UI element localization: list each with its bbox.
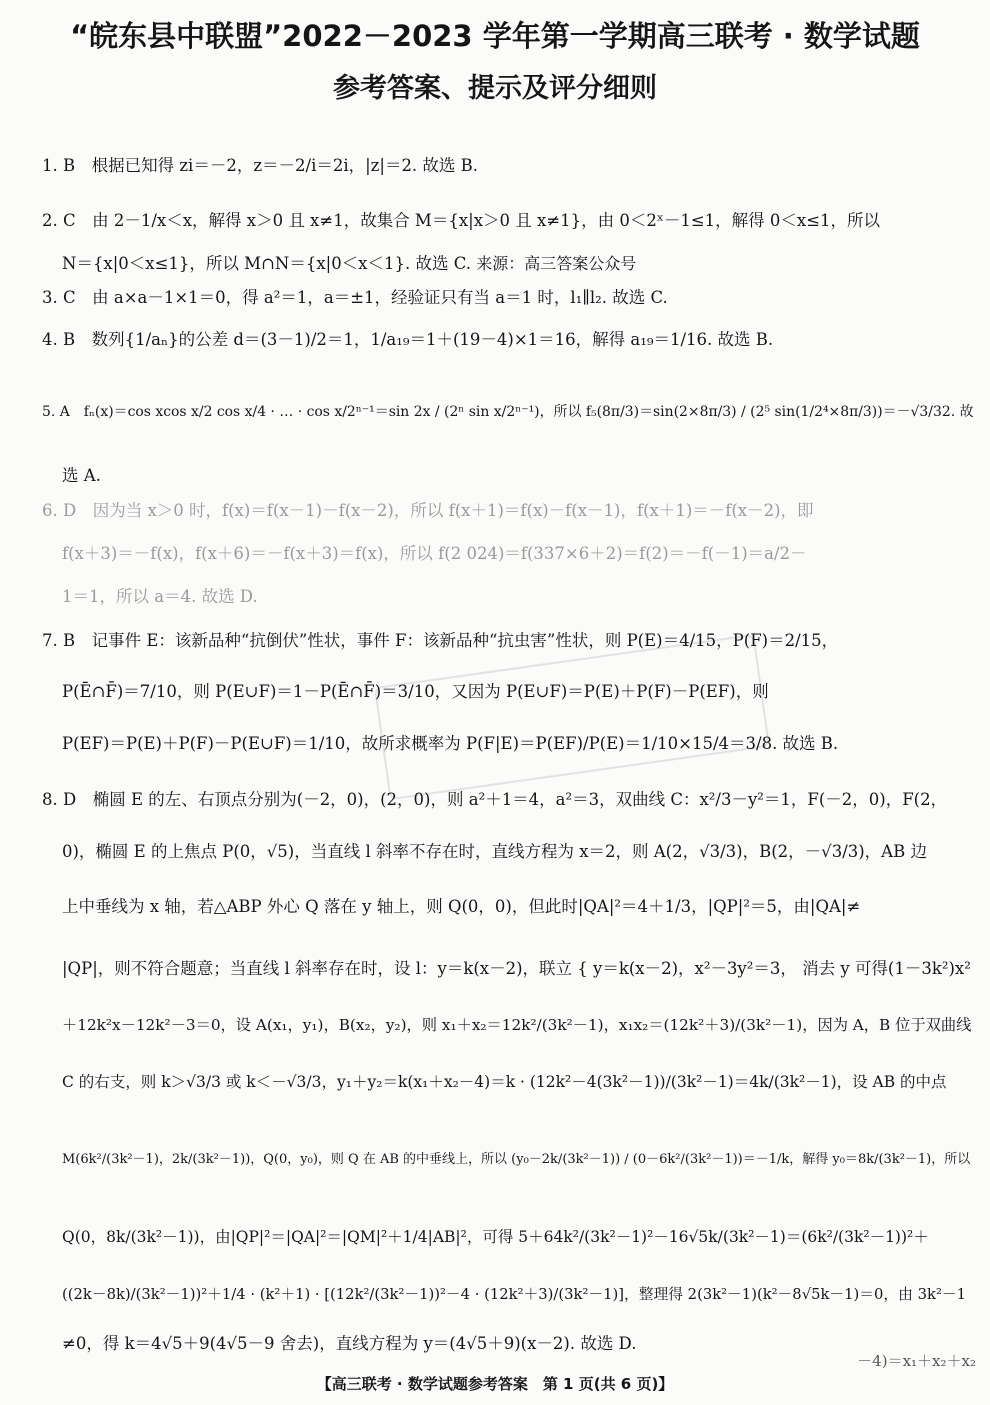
answer-6-line-2: f(x＋3)＝－f(x)，f(x＋6)＝－f(x＋3)＝f(x)，所以 f(2 024)＝f(337×6＋2)＝f(2)＝－f(－1)＝a/2－ [62, 544, 807, 563]
answer-2-line-2: N＝{x|0＜x≤1}，所以 M∩N＝{x|0＜x＜1}. 故选 C. 来源：高三答案公众号 [62, 254, 637, 273]
answer-7-line-2: P(Ē∩F̄)＝7/10，则 P(E∪F)＝1－P(Ē∩F̄)＝3/10，又因为 P(E∪F)＝P(E)＋P(F)－P(EF)，则 [62, 682, 769, 701]
answer-8-line-5: ＋12k²x－12k²－3＝0，设 A(x₁，y₁)，B(x₂，y₂)，则 x₁＋x₂＝12k²/(3k²－1)，x₁x₂＝(12k²＋3)/(3k²－1)，因为 A，B 位于双曲线 [62, 1016, 972, 1034]
answer-4: 4. B 数列{1/aₙ}的公差 d＝(3－1)/2＝1，1/a₁₉＝1＋(19－4)×1＝16，解得 a₁₉＝1/16. 故选 B. [42, 330, 774, 349]
answer-7-line-1: 7. B 记事件 E：该新品种“抗倒伏”性状，事件 F：该新品种“抗虫害”性状，则 P(E)＝4/15，P(F)＝2/15， [42, 631, 839, 650]
answer-8-line-10: ≠0，得 k＝4√5＋9(4√5－9 舍去)，直线方程为 y＝(4√5＋9)(x－2). 故选 D. [62, 1334, 637, 1353]
answer-3: 3. C 由 a×a－1×1＝0，得 a²＝1，a＝±1，经验证只有当 a＝1 时，l₁∥l₂. 故选 C. [42, 288, 668, 307]
answer-8-line-7: M(6k²/(3k²－1)，2k/(3k²－1))，Q(0，y₀)，则 Q 在 AB 的中垂线上，所以 (y₀－2k/(3k²－1)) / (0－6k²/(3k²－1))＝－1/k，解得 y₀＝8k/(3k²－1)，所以 [62, 1152, 971, 1167]
document-subtitle: 参考答案、提示及评分细则 [333, 73, 657, 104]
answer-2-line-1: 2. C 由 2－1/x＜x，解得 x＞0 且 x≠1，故集合 M＝{x|x＞0 且 x≠1}，由 0＜2ˣ－1≤1，解得 0＜x≤1，所以 [42, 211, 881, 230]
answer-8-line-2: 0)，椭圆 E 的上焦点 P(0，√5)，当直线 l 斜率不存在时，直线方程为 x＝2，则 A(2，√3/3)，B(2，－√3/3)，AB 边 [62, 842, 927, 861]
answer-5-line-1: 5. A fₙ(x)＝cos xcos x/2 cos x/4 · … · cos x/2ⁿ⁻¹＝sin 2x / (2ⁿ sin x/2ⁿ⁻¹)，所以 f₅(8π/3)＝sin(2×8π/3) / (2⁵ sin(1/2⁴×8π/3))＝－√3/32. 故 [42, 404, 974, 420]
source-note: 来源：高三答案公众号 [476, 254, 637, 273]
answer-8-line-3: 上中垂线为 x 轴，若△ABP 外心 Q 落在 y 轴上，则 Q(0，0)，但此时|QA|²＝4＋1/3，|QP|²＝5，由|QA|≠ [62, 897, 861, 916]
answer-8-line-1: 8. D 椭圆 E 的左、右顶点分别为(－2，0)，(2，0)，则 a²＋1＝4，a²＝3，双曲线 C：x²/3－y²＝1，F(－2，0)，F(2， [42, 790, 948, 809]
answer-8-line-9: ((2k－8k)/(3k²－1))²＋1/4 · (k²＋1) · [(12k²/(3k²－1))²－4 · (12k²＋3)/(3k²－1)]，整理得 2(3k²－1)(k²－8√5k－1)＝0，由 3k²－1 [62, 1286, 966, 1303]
answer-8-line-4: |QP|，则不符合题意；当直线 l 斜率存在时，设 l：y＝k(x－2)，联立 { y＝k(x－2)，x²－3y²＝3， 消去 y 可得(1－3k²)x² [62, 959, 971, 978]
page-footer: 【高三联考 · 数学试题参考答案 第 1 页(共 6 页)】 [316, 1375, 674, 1393]
answer-7-line-3: P(EF)＝P(E)＋P(F)－P(E∪F)＝1/10，故所求概率为 P(F|E)＝P(EF)/P(E)＝1/10×15/4＝3/8. 故选 B. [62, 734, 839, 753]
answer-1: 1. B 根据已知得 zi＝－2，z＝－2/i＝2i，|z|＝2. 故选 B. [42, 156, 479, 175]
corner-fragment: －4)＝x₁＋x₂＋x₂ [857, 1352, 976, 1370]
watermark-stamp [374, 634, 770, 800]
answer-5-line-2: 选 A. [62, 466, 101, 485]
answer-8-line-8: Q(0，8k/(3k²－1))，由|QP|²＝|QA|²＝|QM|²＋1/4|AB|²，可得 5＋64k²/(3k²－1)²－16√5k/(3k²－1)＝(6k²/(3k²－1))²＋ [62, 1228, 929, 1246]
answer-6-line-3: 1＝1，所以 a＝4. 故选 D. [62, 587, 258, 606]
document-title: “皖东县中联盟”2022－2023 学年第一学期高三联考 · 数学试题 [70, 19, 920, 53]
answer-8-line-6: C 的右支，则 k＞√3/3 或 k＜－√3/3，y₁＋y₂＝k(x₁＋x₂－4)＝k · (12k²－4(3k²－1))/(3k²－1)＝4k/(3k²－1)，设 AB 的中点 [62, 1073, 947, 1091]
answer-6-line-1: 6. D 因为当 x＞0 时，f(x)＝f(x－1)－f(x－2)，所以 f(x＋1)＝f(x)－f(x－1)，f(x＋1)＝－f(x－2)，即 [42, 501, 814, 520]
